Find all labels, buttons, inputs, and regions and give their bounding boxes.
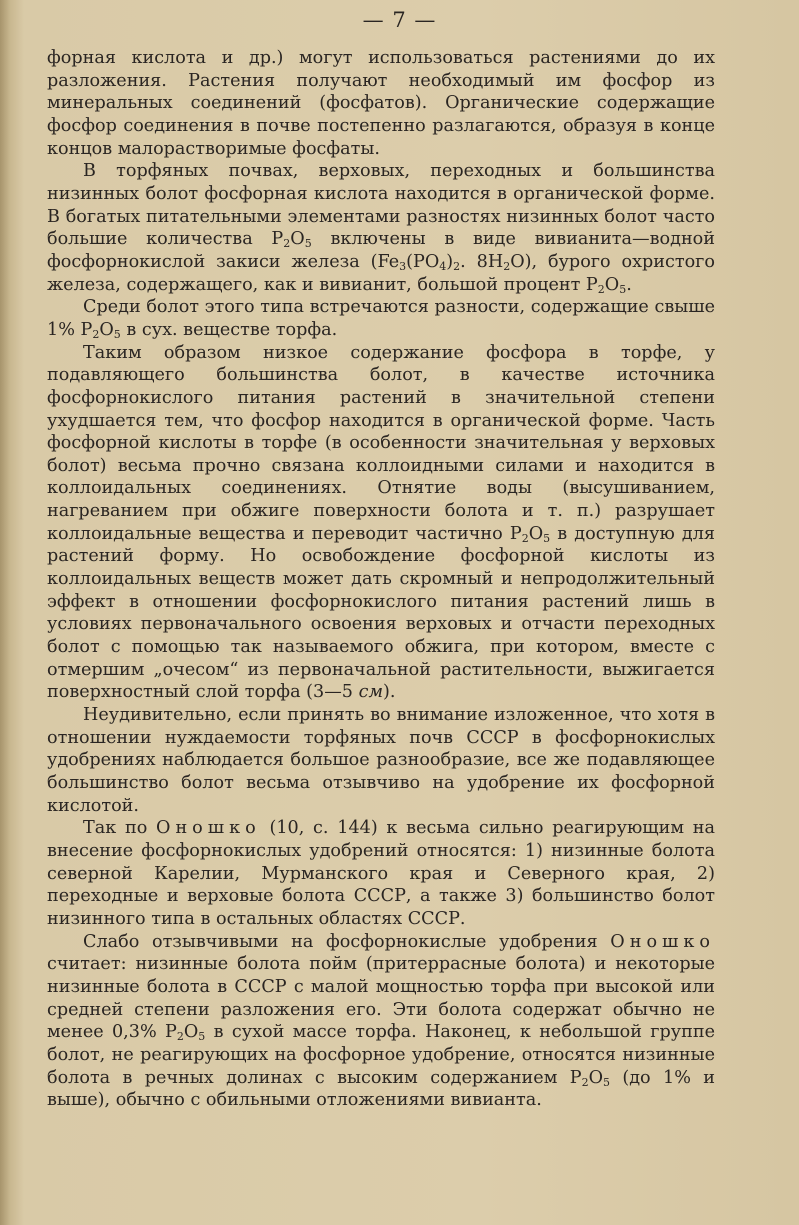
page-text xyxy=(47,47,715,1112)
text-run: в сухой массе торфа. Наконец, к небольшой группе болот, не реагирующих на фосфорное удобрение, относятся низинные болота в речных долинах с высоким содержанием P xyxy=(47,1022,715,1088)
subscript: 5 xyxy=(603,1075,611,1089)
subscript: 5 xyxy=(543,531,551,545)
subscript: 2 xyxy=(176,1030,184,1044)
subscript: 2 xyxy=(453,259,461,273)
text-run: O xyxy=(99,319,114,340)
text-run: O), бурого охристого железа, содержащего, как и вивианит, большой процент P xyxy=(47,251,715,295)
author-name: Оношко xyxy=(156,818,261,839)
text-run: включены в виде вивианита—водной фосфорнокислой закиси железа (Fe xyxy=(47,229,715,272)
paragraph xyxy=(47,817,715,930)
text-run: . xyxy=(626,274,632,295)
subscript: 5 xyxy=(304,237,312,251)
text-run: (10, с. 144) к весьма сильно реагирующим на внесение фосфорнокислых удобрений относятся: 1) низинные болота северной Карелии, Мурманского края и Северного края, 2) переходные и верховые болота СССР, а также 3) большинство болот низинного типа в остальных областях СССР. xyxy=(47,818,715,929)
paragraph xyxy=(47,296,715,341)
text-run: Слабо отзывчивыми на фосфорнокислые удобрения xyxy=(83,931,611,952)
unit-cm: см xyxy=(358,682,384,703)
paragraph xyxy=(47,160,715,296)
subscript: 5 xyxy=(619,282,627,296)
subscript: 2 xyxy=(283,237,291,251)
text-run: ) xyxy=(446,251,454,272)
author-name: Оношко xyxy=(610,931,715,952)
text-run: O xyxy=(528,523,544,544)
text-run: (до 1% и выше), обычно с обильными отложениями вивианта. xyxy=(47,1067,715,1111)
paragraph: Неудивительно, если принять во внимание изложенное, что хотя в отношении нуждаемости торфяных почв СССР в фосфорнокислых удобрениях наблюдается большое разнообразие, все же подавляющее большинство болот весьма отзывчиво на удобрение их фосфорной кислотой. xyxy=(47,705,715,816)
subscript: 5 xyxy=(198,1030,206,1044)
text-run: O xyxy=(183,1022,199,1043)
text-run: . 8H xyxy=(460,251,504,272)
subscript: 4 xyxy=(439,259,447,273)
text-run: O xyxy=(604,274,620,295)
paragraph xyxy=(47,931,715,1112)
text-run: O xyxy=(588,1067,604,1088)
text-run: в доступную для растений форму. Но освобождение фосфорной кислоты из коллоидальных веществ может дать скромный и непродолжительный эффект в отношении фосфорнокислого питания растений лишь в условиях первоначального освоения верховых и отчасти переходных болот с помощью так называемого обжига, при котором, вместе с отмершим „очесом“ из первоначальной растительности, выжигается поверхностный слой торфа (3—5 xyxy=(47,523,715,703)
subscript: 2 xyxy=(521,531,529,545)
text-run: считает: низинные болота пойм (притеррасные болота) и некоторые низинные болота в СССР с малой мощностью торфа при высокой или средней степени разложения его. Эти болота содержат обычно не менее 0,3% P xyxy=(47,954,715,1043)
subscript: 2 xyxy=(92,327,100,341)
text-run: в сух. веществе торфа. xyxy=(120,319,338,340)
subscript: 2 xyxy=(597,282,605,296)
text-run: (PO xyxy=(406,251,440,272)
subscript: 2 xyxy=(503,259,511,273)
text-run: Таким образом низкое содержание фосфора в торфе, у подавляющего большинства болот, в качестве источника фосфорнокислого питания растений в значительной степени ухудшается тем, что фосфор находится в органической форме. Часть фосфорной кислоты в торфе (в особенности значительная у верховых болот) весьма прочно связана коллоидными силами и находится в коллоидальных соединениях. Отнятие воды (высушиванием, нагреванием при обжиге поверхности болота и т. п.) разрушает коллоидальные вещества и переводит частично P xyxy=(47,342,715,544)
subscript: 3 xyxy=(399,259,407,273)
paragraph: форная кислота и др.) могут использоваться растениями до их разложения. Растения получают необходимый им фосфор из минеральных соединений (фосфатов). Органические содержащие фосфор соединения в почве постепенно разлагаются, образуя в конце концов малорастворимые фосфаты. xyxy=(47,48,715,159)
text-run: O xyxy=(290,229,305,250)
text-run: ). xyxy=(383,682,396,703)
text-run: Среди болот этого типа встречаются разности, содержащие свыше 1% P xyxy=(47,297,715,340)
subscript: 5 xyxy=(113,327,121,341)
text-run: Так по xyxy=(83,818,157,839)
page-number: — 7 — xyxy=(362,8,437,32)
subscript: 2 xyxy=(581,1075,589,1089)
paragraph xyxy=(47,342,715,705)
text-run: В торфяных почвах, верховых, переходных и большинства низинных болот фосфорная кислота находится в органической форме. В богатых питательными элементами разностях низинных болот часто большие количества P xyxy=(47,161,715,250)
